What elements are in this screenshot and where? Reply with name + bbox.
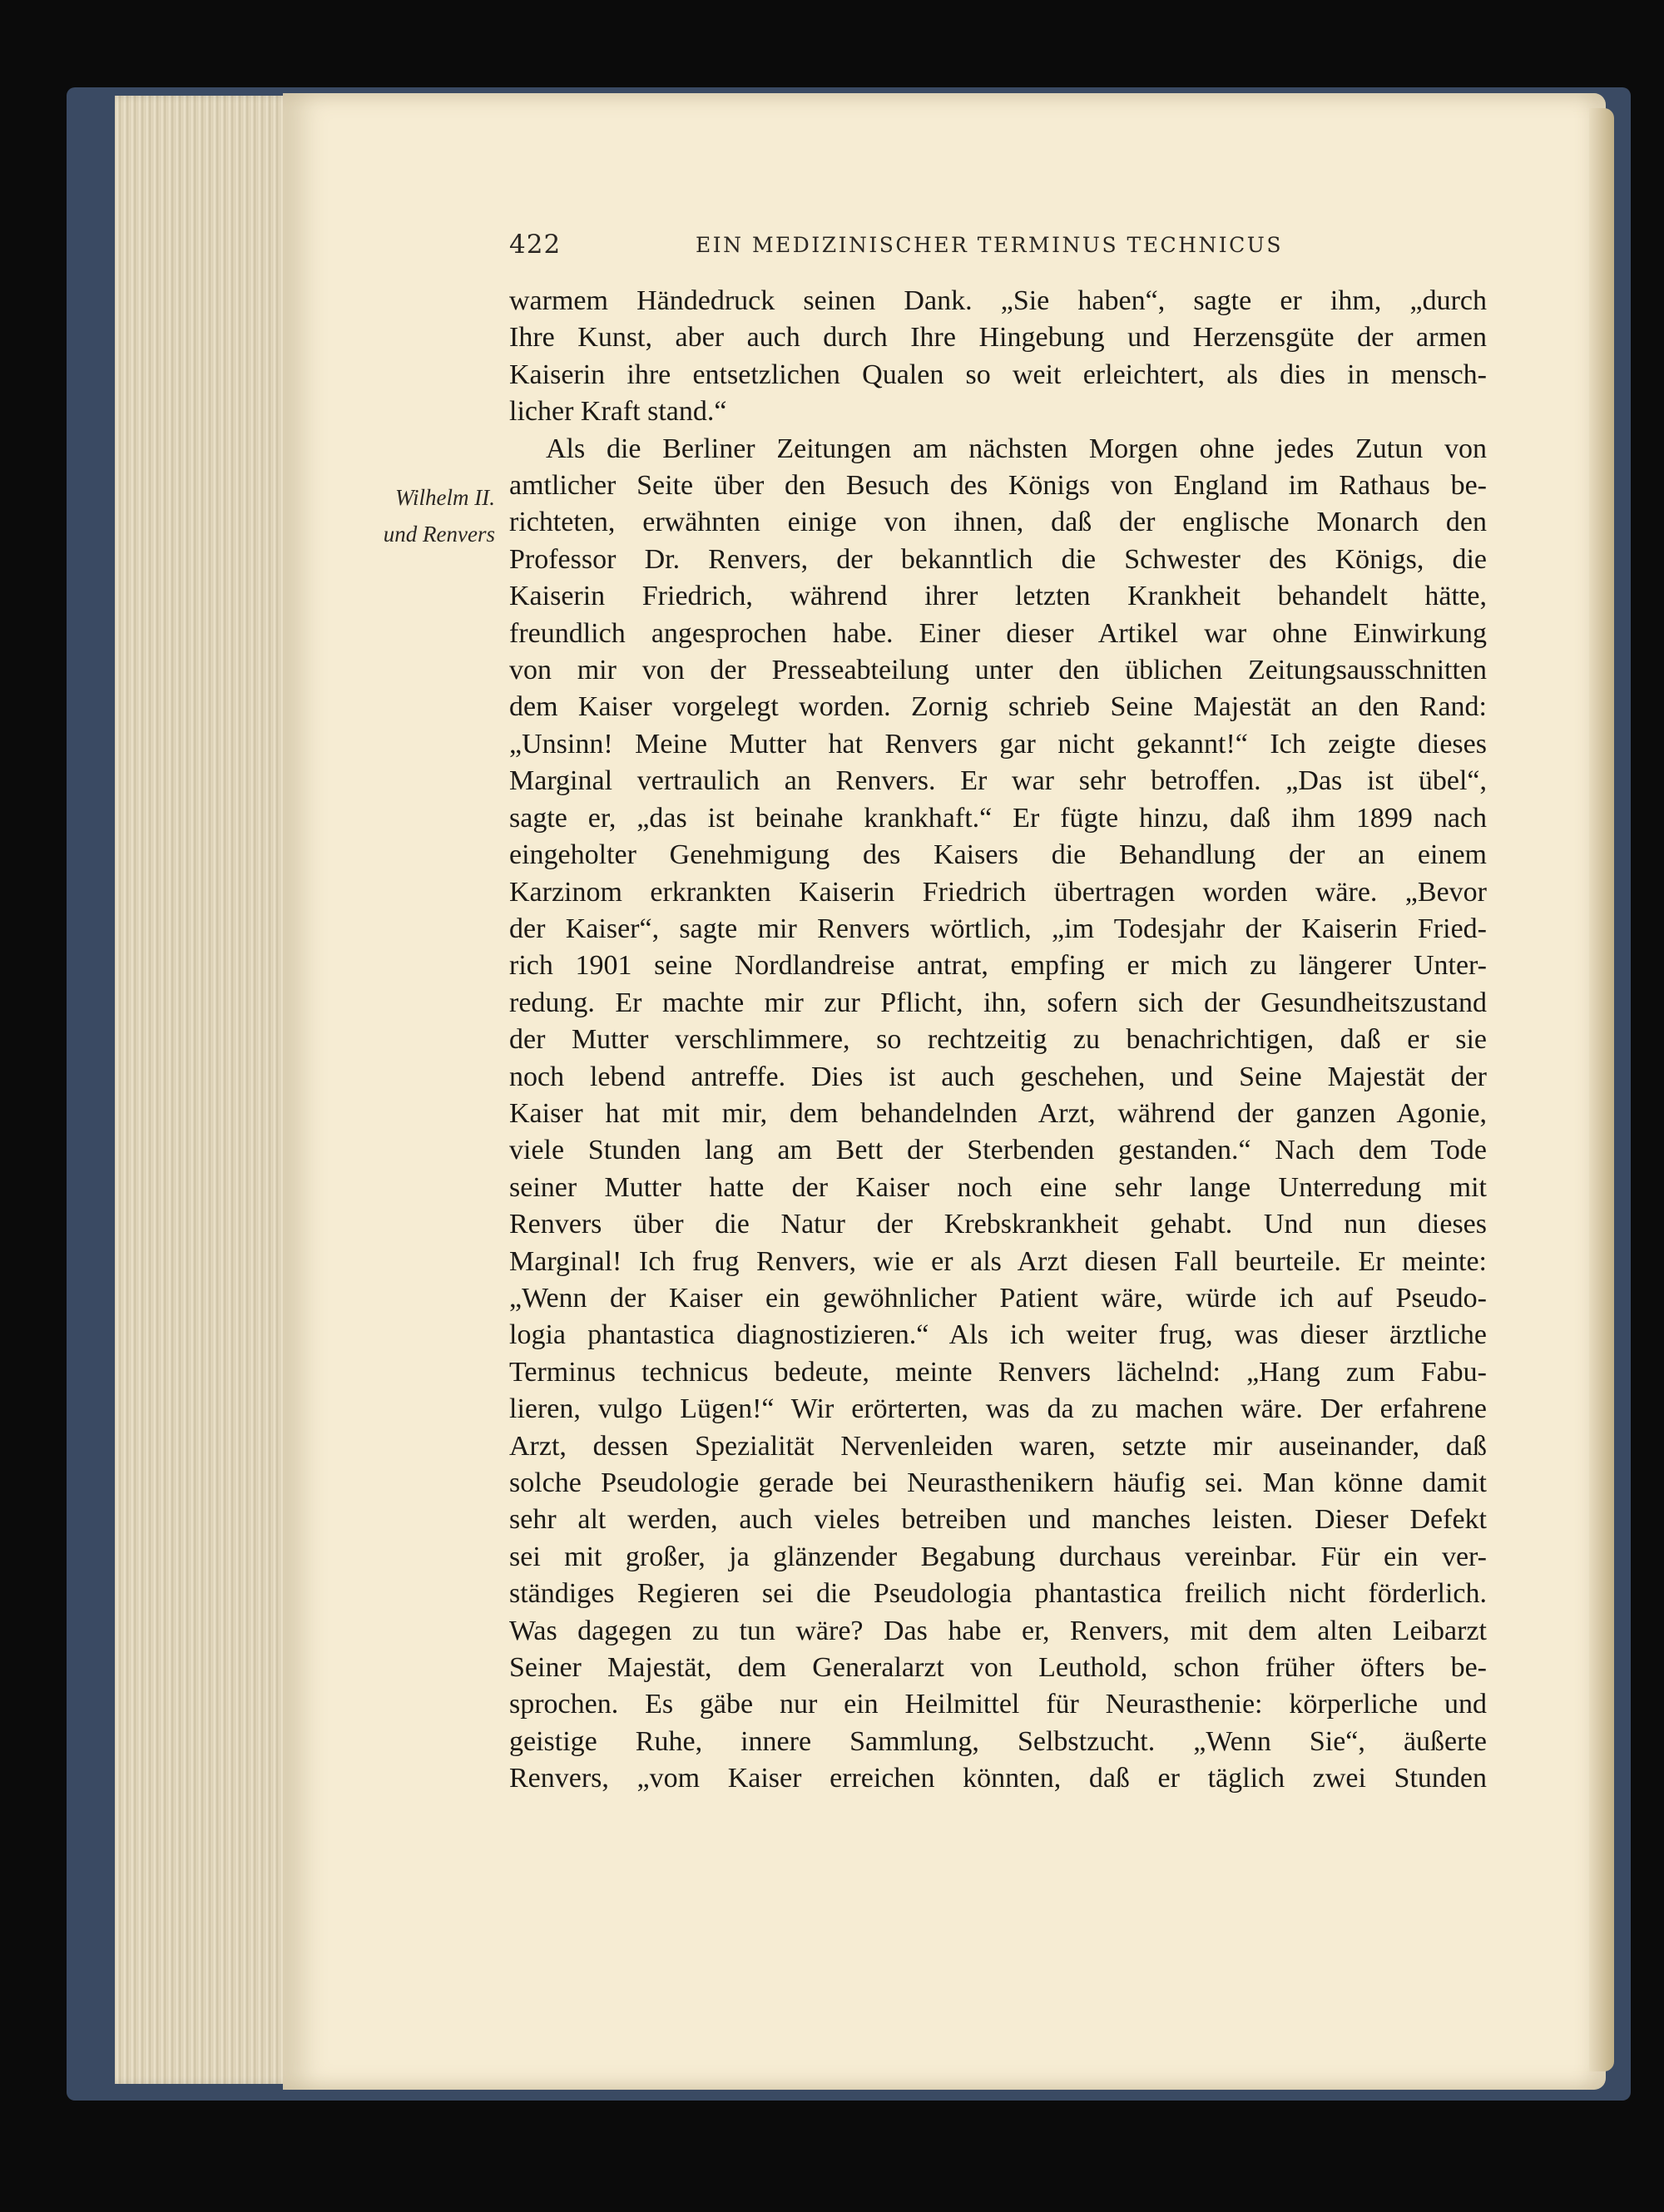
text-line: der Kaiser“, sagte mir Renvers wörtlich, „im Todesjahr der Kaiserin Fried- [509, 913, 1487, 944]
text-line: Kaiser hat mit mir, dem behandelnden Arzt, während der ganzen Agonie, [509, 1097, 1487, 1129]
text-line: warmem Händedruck seinen Dank. „Sie haben“, sagte er ihm, „durch [509, 285, 1487, 316]
text-line: dem Kaiser vorgelegt worden. Zornig schrieb Seine Majestät an den Rand: [509, 691, 1487, 723]
text-line: sehr alt werden, auch vieles betreiben und manches leisten. Dieser Defekt [509, 1504, 1487, 1536]
text-line: Als die Berliner Zeitungen am nächsten Morgen ohne jedes Zutun von [546, 433, 1487, 464]
text-line: Ihre Kunst, aber auch durch Ihre Hingebung und Herzensgüte der armen [509, 322, 1487, 354]
text-line: sei mit großer, ja glänzender Begabung durchaus vereinbar. Für ein ver- [509, 1541, 1487, 1572]
text-line: Was dagegen zu tun wäre? Das habe er, Renvers, mit dem alten Leibarzt [509, 1615, 1487, 1646]
text-line: Karzinom erkrankten Kaiserin Friedrich übertragen worden wäre. „Bevor [509, 876, 1487, 908]
text-line: eingeholter Genehmigung des Kaisers die Behandlung der an einem [509, 839, 1487, 871]
text-line: Professor Dr. Renvers, der bekanntlich die Schwester des Königs, die [509, 543, 1487, 575]
text-line: „Wenn der Kaiser ein gewöhnlicher Patient wäre, würde ich auf Pseudo- [509, 1282, 1487, 1314]
text-line: Terminus technicus bedeute, meinte Renvers lächelnd: „Hang zum Fabu- [509, 1356, 1487, 1388]
text-line: lieren, vulgo Lügen!“ Wir erörterten, was da zu machen wäre. Der erfahrene [509, 1393, 1487, 1425]
text-line: rich 1901 seine Nordlandreise antrat, empfing er mich zu längerer Unter- [509, 950, 1487, 982]
text-line: licher Kraft stand.“ [509, 396, 727, 428]
marginal-note-line: und Renvers [383, 522, 495, 547]
marginal-note-line: Wilhelm II. [395, 485, 495, 510]
body-text [509, 283, 1487, 1798]
text-line: logia phantastica diagnostizieren.“ Als ich weiter frug, was dieser ärztliche [509, 1319, 1487, 1351]
text-line: von mir von der Presseabteilung unter den üblichen Zeitungsausschnitten [509, 655, 1487, 686]
marginal-note [324, 479, 495, 552]
text-line: geistige Ruhe, innere Sammlung, Selbstzucht. „Wenn Sie“, äußerte [509, 1725, 1487, 1757]
text-line: Kaiserin Friedrich, während ihrer letzten Krankheit behandelt hätte, [509, 581, 1487, 612]
text-line: noch lebend antreffe. Dies ist auch geschehen, und Seine Majestät der [509, 1061, 1487, 1092]
text-line: richteten, erwähnten einige von ihnen, daß der englische Monarch den [509, 507, 1487, 538]
text-line: Renvers, „vom Kaiser erreichen könnten, daß er täglich zwei Stunden [509, 1763, 1487, 1794]
text-line: Arzt, dessen Spezialität Nervenleiden waren, setzte mir auseinander, daß [509, 1430, 1487, 1462]
text-line: Seiner Majestät, dem Generalarzt von Leuthold, schon früher öfters be- [509, 1652, 1487, 1684]
running-head [509, 230, 1341, 263]
text-line: sprochen. Es gäbe nur ein Heilmittel für Neurasthenie: körperliche und [509, 1689, 1487, 1720]
text-line: seiner Mutter hatte der Kaiser noch eine sehr lange Unterredung mit [509, 1171, 1487, 1203]
text-line: viele Stunden lang am Bett der Sterbenden gestanden.“ Nach dem Tode [509, 1135, 1487, 1166]
text-line: Marginal vertraulich an Renvers. Er war sehr betroffen. „Das ist übel“, [509, 765, 1487, 797]
text-line: ständiges Regieren sei die Pseudologia phantastica freilich nicht förderlich. [509, 1578, 1487, 1610]
text-line: Kaiserin ihre entsetzlichen Qualen so weit erleichtert, als dies in mensch- [509, 359, 1487, 390]
text-line: amtlicher Seite über den Besuch des Königs von England im Rathaus be- [509, 470, 1487, 502]
text-line: „Unsinn! Meine Mutter hat Renvers gar nicht gekannt!“ Ich zeigte dieses [509, 728, 1487, 760]
text-line: Marginal! Ich frug Renvers, wie er als Arzt diesen Fall beurteile. Er meinte: [509, 1245, 1487, 1277]
chapter-heading: EIN MEDIZINISCHER TERMINUS TECHNICUS [696, 233, 1283, 257]
text-line: redung. Er machte mir zur Pflicht, ihn, sofern sich der Gesundheitszustand [509, 987, 1487, 1018]
text-line: solche Pseudologie gerade bei Neurasthenikern häufig sei. Man könne damit [509, 1467, 1487, 1498]
text-line: freundlich angesprochen habe. Einer dieser Artikel war ohne Einwirkung [509, 617, 1487, 649]
text-line: der Mutter verschlimmere, so rechtzeitig zu benachrichtigen, daß er sie [509, 1024, 1487, 1056]
page-curl-edge [1589, 108, 1614, 2071]
text-line: sagte er, „das ist beinahe krankhaft.“ Er fügte hinzu, daß ihm 1899 nach [509, 802, 1487, 834]
page-number: 422 [509, 230, 562, 260]
text-line: Renvers über die Natur der Krebskrankheit gehabt. Und nun dieses [509, 1209, 1487, 1240]
